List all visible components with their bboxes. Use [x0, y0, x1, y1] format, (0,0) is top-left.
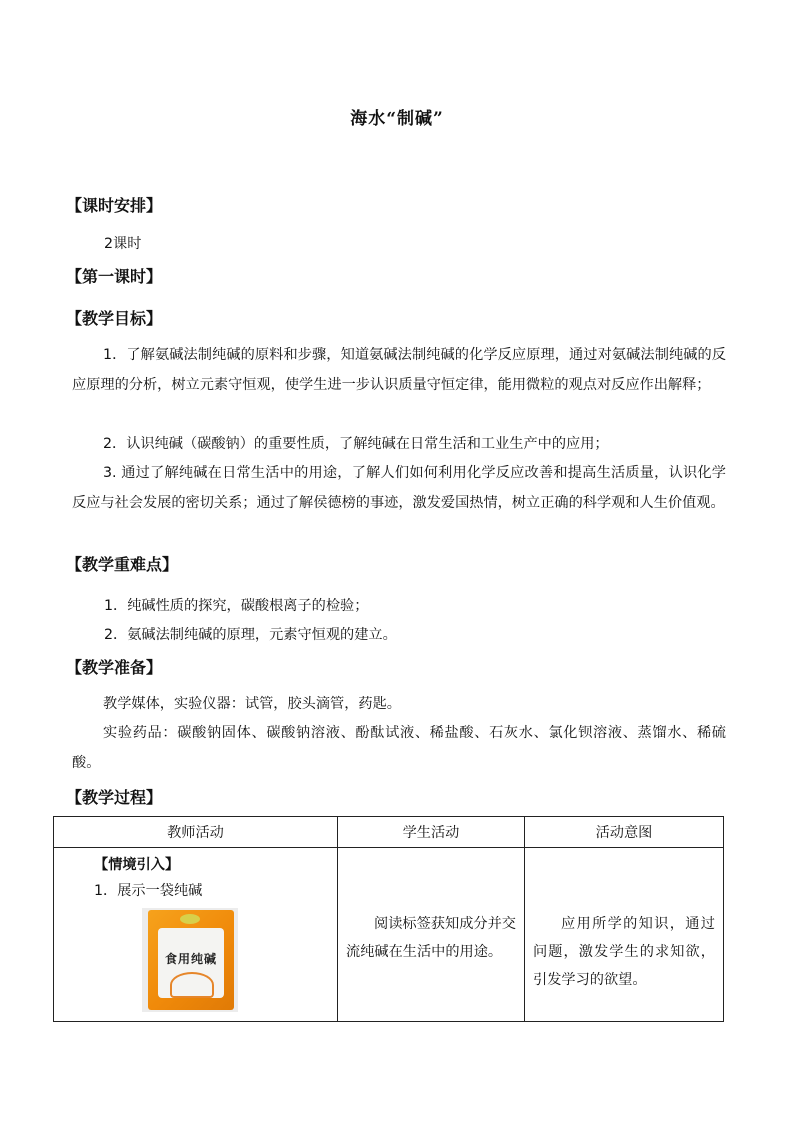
activity-intent-cell	[525, 848, 724, 1022]
heart-icon	[170, 972, 214, 998]
activity-intent-text: 应用所学的知识，通过问题，激发学生的求知欲，引发学习的欲望。	[533, 916, 715, 988]
objective-item-3: 3. 通过了解纯碱在日常生活中的用途，了解人们如何利用化学反应改善和提高生活质量，认识化学反应与社会发展的密切关系；通过了解侯德榜的事迹，激发爱国热情，树立正确的科学观和人生价值观。	[72, 465, 726, 511]
section-heading-objectives: 【教学目标】	[66, 309, 163, 328]
student-activity-cell	[338, 848, 525, 1022]
table-header-row	[54, 817, 724, 848]
intro-heading: 【情境引入】	[94, 857, 180, 873]
section-heading-first-lesson: 【第一课时】	[66, 267, 163, 286]
header-teacher-activity: 教师活动	[54, 817, 338, 848]
schedule-text: 2课时	[104, 236, 142, 252]
key-point-item-2: 2．氨碱法制纯碱的原理，元素守恒观的建立。	[104, 627, 397, 643]
section-heading-key-points: 【教学重难点】	[66, 555, 179, 574]
intro-item: 1．展示一袋纯碱	[94, 883, 203, 899]
objective-item-1: 1．了解氨碱法制纯碱的原料和步骤，知道氨碱法制纯碱的化学反应原理，通过对氨碱法制纯碱的反应原理的分析，树立元素守恒观，使学生进一步认识质量守恒定律，能用微粒的观点对反应作出解释；	[72, 347, 726, 393]
soda-package-image	[142, 908, 238, 1012]
student-activity-text: 阅读标签获知成分并交流纯碱在生活中的用途。	[346, 916, 516, 960]
teacher-activity-cell	[54, 848, 338, 1022]
section-heading-schedule: 【课时安排】	[66, 196, 163, 215]
section-heading-process: 【教学过程】	[66, 788, 163, 807]
page-title: 海水“制碱”	[350, 109, 444, 129]
process-table	[53, 816, 724, 1022]
key-point-item-1: 1．纯碱性质的探究，碳酸根离子的检验；	[104, 598, 369, 614]
package-label: 食用纯碱	[164, 952, 217, 966]
preparation-item-1: 教学媒体，实验仪器：试管，胶头滴管，药匙。	[103, 696, 401, 712]
table-row	[54, 848, 724, 1022]
preparation-item-2: 实验药品：碳酸钠固体、碳酸钠溶液、酚酞试液、稀盐酸、石灰水、氯化钡溶液、蒸馏水、稀硫酸。	[72, 725, 726, 771]
package-logo-icon	[180, 914, 200, 924]
section-heading-preparation: 【教学准备】	[66, 658, 163, 677]
objective-item-2: 2．认识纯碱（碳酸钠）的重要性质，了解纯碱在日常生活和工业生产中的应用；	[103, 436, 609, 452]
header-activity-intent: 活动意图	[525, 817, 724, 848]
header-student-activity: 学生活动	[338, 817, 525, 848]
